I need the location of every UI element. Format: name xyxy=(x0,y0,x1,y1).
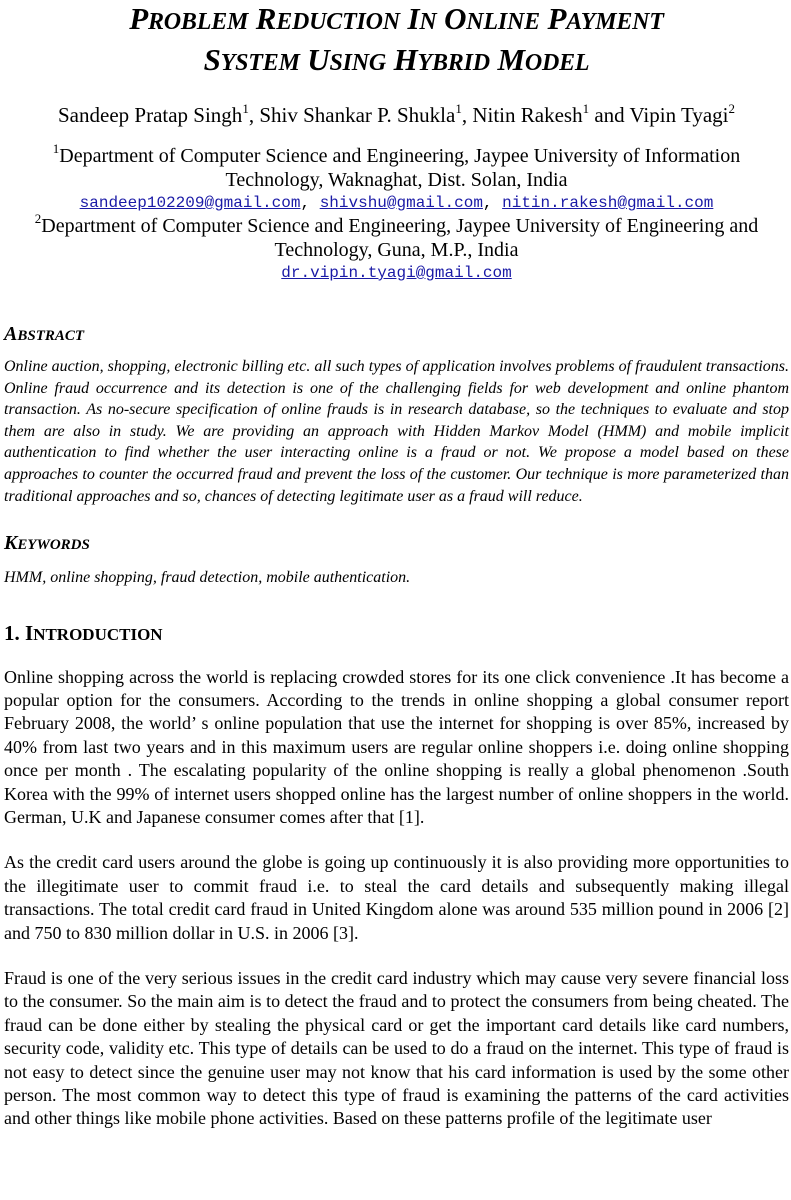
author-4: Vipin Tyagi$^2$ xyxy=(629,101,735,127)
affiliation-2-emails xyxy=(4,262,789,284)
section-heading-introduction xyxy=(4,620,789,648)
affiliation-1-emails: sandeep102209@gmail.com, shivshu@gmail.com, nitin.rakesh@gmail.com xyxy=(79,194,714,212)
title-line-1: PROBLEM REDUCTION IN ONLINE PAYMENT xyxy=(129,1,664,36)
keywords-heading: KEYWORDS xyxy=(4,532,90,555)
author-list xyxy=(4,102,789,128)
body-paragraph: As the credit card users around the globe is going up continuously it is also providing more opportunities to the illegitimate user to commit fraud i.e. to steal the card details and subsequently making illegal transactions. The total credit card fraud in United Kingdom alone was around 535 million pound in 2006 [2] and 750 to 830 million dollar in U.S. in 2006 [3]. xyxy=(4,852,789,943)
keywords-text: HMM, online shopping, fraud detection, mobile authentication. xyxy=(4,569,411,587)
paper-title xyxy=(4,0,789,82)
affiliation-2: $^2$Department of Computer Science and Engineering, Jaypee University of Engineering and Technology, Guna, M.P., India xyxy=(34,211,759,261)
title-line-2: SYSTEM USING HYBRID MODEL xyxy=(203,42,590,77)
email-link[interactable]: nitin.rakesh@gmail.com xyxy=(502,194,714,212)
email-link[interactable]: shivshu@gmail.com xyxy=(319,194,483,212)
affiliation-1: $^1$Department of Computer Science and Engineering, Jaypee University of Information Technology, Waknaghat, Dist. Solan, India xyxy=(52,141,741,191)
email-link[interactable]: dr.vipin.tyagi@gmail.com xyxy=(281,264,512,282)
body-paragraph: Online shopping across the world is replacing crowded stores for its one click convenience .It has become a popular option for the consumers. According to the trends in online shopping a global consumer report February 2008, the world’ s online population that use the internet for shopping is over 85%, increased by 40% from last two years and in this maximum users are regular online shoppers i.e. doing online shopping once per month . The escalating popularity of the online shopping is really a global phenomenon .South Korea with the 99% of internet users shopped online has the largest number of online shoppers in the world. German, U.K and Japanese consumer comes after that [1]. xyxy=(4,666,789,828)
section-title: INTRODUCTION xyxy=(25,621,163,646)
email-link[interactable]: sandeep102209@gmail.com xyxy=(79,194,301,212)
body-paragraph: Fraud is one of the very serious issues in the credit card industry which may cause very severe financial loss to the consumer. So the main aim is to detect the fraud and to protect the consumers from being cheated. The fraud can be done either by stealing the physical card or get the important card details like card numbers, security code, validity etc. This type of details can be used to do a fraud on the internet. This type of fraud is not easy to detect since the genuine user may not know that his card information is used by the some other person. The most common way to detect this type of fraud is examining the patterns of the card activities and other things like mobile phone activities. Based on these patterns profile of the legitimate user xyxy=(4,968,789,1129)
paper-page xyxy=(4,0,789,1131)
author-1: Sandeep Pratap Singh$^1$, xyxy=(58,101,260,127)
abstract-text: Online auction, shopping, electronic billing etc. all such types of application involves problems of fraudulent transactions. Online fraud occurrence and its detection is one of the challenging fields for web development and online phantom transaction. As no-secure specification of online frauds is in research database, so the techniques to evaluate and stop them are also in study. We are providing an approach with Hidden Markov Model (HMM) and mobile implicit authentication to find whether the user interacting online is a fraud or not. We propose a model based on these approaches to counter the occurred fraud and prevent the loss of the customer. Our technique is more parameterized than traditional approaches and so, chances of detecting legitimate user as a fraud will reduce. xyxy=(4,358,789,505)
abstract-heading: ABSTRACT xyxy=(4,323,85,345)
author-3: Nitin Rakesh$^1$ and xyxy=(472,101,630,127)
section-number: 1. xyxy=(4,621,20,646)
author-2: Shiv Shankar P. Shukla$^1$, xyxy=(259,101,473,127)
